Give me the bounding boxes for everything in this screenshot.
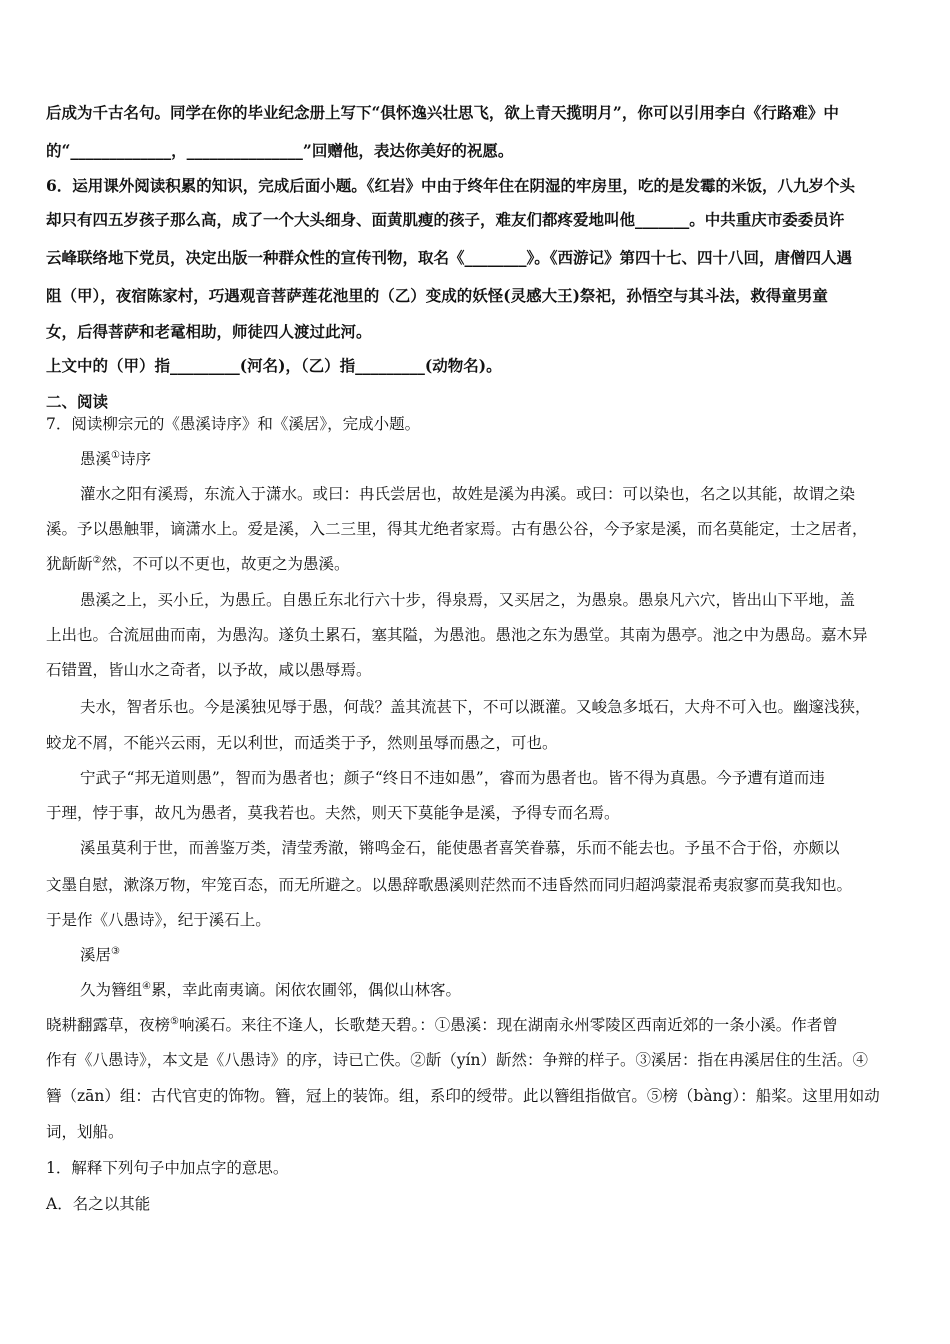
q5-text-line-1: 后成为千古名句。同学在你的毕业纪念册上写下“俱怀逸兴壮思飞，欲上青天揽明月”，你可以引用李白《行路难》中 [46, 103, 839, 122]
passage-line: 文墨自慰，漱涤万物，牢笼百态，而无所避之。以愚辞歌愚溪则茫然而不违昏然而同归超鸿蒙混希夷寂寥而莫我知也。 [46, 876, 853, 894]
notes-line: 作有《八愚诗》，本文是《八愚诗》的序，诗已亡佚。②龂（yín）龂然：争辩的样子。③溪居：指在冉溪居住的生活。④ [46, 1051, 868, 1069]
q6-question: 上文中的（甲）指_________(河名)，（乙）指_________(动物名)。 [46, 356, 502, 375]
poem-line: 晓耕翻露草，夜榜⑤响溪石。来往不逢人，长歌楚天碧。：①愚溪：现在湖南永州零陵区西南近郊的一条小溪。作者曾 [46, 1015, 838, 1034]
passage-line: 于是作《八愚诗》，纪于溪石上。 [46, 911, 271, 929]
q5-text-line-2: 的“_____________，_______________”回赠他，表达你美好的祝愿。 [46, 141, 514, 160]
passage-line: 蛟龙不屑，不能兴云雨，无以利世，而适类于予，然则虽辱而愚之，可也。 [46, 734, 558, 752]
q7-prompt: 7．阅读柳宗元的《愚溪诗序》和《溪居》，完成小题。 [46, 415, 421, 433]
q6-text-line-3: 云峰联络地下党员，决定出版一种群众性的宣传刊物，取名《________》。《西游记》第四十七、四十八回，唐僧四人遇 [46, 248, 853, 267]
passage-line: 溪虽莫利于世，而善鉴万类，清莹秀澈，锵鸣金石，能使愚者喜笑眷慕，乐而不能去也。予虽不合于俗，亦颇以 [80, 839, 840, 857]
footnote-mark: ④ [142, 980, 151, 992]
notes-line: 词，划船。 [46, 1123, 124, 1141]
passage-line: 灌水之阳有溪焉，东流入于潇水。或曰：冉氏尝居也，故姓是溪为冉溪。或曰：可以染也，名之以其能，故谓之染 [80, 485, 856, 503]
passage-line: 夫水，智者乐也。今是溪独见辱于愚，何哉？盖其流甚下，不可以溉灌。又峻急多坻石，大舟不可入也。幽邃浅狭， [80, 698, 871, 716]
passage-line: 于理，悖于事，故凡为愚者，莫我若也。夫然，则天下莫能争是溪，予得专而名焉。 [46, 804, 620, 822]
q6-text-line-4: 阻（甲），夜宿陈家村，巧遇观音菩萨莲花池里的（乙）变成的妖怪(灵感大王)祭祀，孙悟空与其斗法，救得童男童 [46, 286, 828, 305]
q6-text-line-2: 却只有四五岁孩子那么高，成了一个大头细身、面黄肌瘦的孩子，难友们都疼爱地叫他_______。中共重庆市委委员许 [46, 210, 845, 229]
poem-line: 久为簪组④累，幸此南夷谪。闲依农圃邻，偶似山林客。 [80, 980, 461, 999]
footnote-mark: ③ [111, 945, 120, 957]
subquestion-1-a: A．名之以其能 [46, 1195, 151, 1213]
text-b-title: 溪居③ [80, 945, 120, 964]
q6-text-line-1: 6．运用课外阅读积累的知识，完成后面小题。《红岩》中由于终年住在阴湿的牢房里，吃的是发霉的米饭，八九岁个头 [46, 176, 856, 195]
q6-text-line-5: 女，后得菩萨和老鼋相助，师徒四人渡过此河。 [46, 322, 372, 341]
passage-line: 宁武子“邦无道则愚”，智而为愚者也；颜子“终日不违如愚”，睿而为愚者也。皆不得为真愚。今予遭有道而违 [80, 769, 825, 787]
passage-line: 上出也。合流屈曲而南，为愚沟。遂负土累石，塞其隘，为愚池。愚池之东为愚堂。其南为愚亭。池之中为愚岛。嘉木异 [46, 626, 868, 644]
passage-line: 溪。予以愚触罪，谪潇水上。爱是溪，入二三里，得其尤绝者家焉。古有愚公谷，今予家是溪，而名莫能定，士之居者， [46, 520, 868, 538]
footnote-mark: ⑤ [170, 1015, 179, 1027]
passage-line: 愚溪之上，买小丘，为愚丘。自愚丘东北行六十步，得泉焉，又买居之，为愚泉。愚泉凡六穴，皆出山下平地，盖 [80, 591, 856, 609]
subquestion-1: 1．解释下列句子中加点字的意思。 [46, 1159, 289, 1177]
section-title: 二、阅读 [46, 392, 109, 411]
text-a-title: 愚溪①诗序 [80, 449, 151, 468]
passage-line: 石错置，皆山水之奇者，以予故，咸以愚辱焉。 [46, 661, 372, 679]
footnote-mark: ② [92, 554, 102, 566]
footnote-mark: ① [111, 449, 120, 461]
notes-line: 簪（zān）组：古代官吏的饰物。簪，冠上的装饰。组，系印的绶带。此以簪组指做官。⑤榜（bàng）：船桨。这里用如动 [46, 1087, 880, 1105]
passage-line: 犹龂龂②然，不可以不更也，故更之为愚溪。 [46, 554, 350, 573]
